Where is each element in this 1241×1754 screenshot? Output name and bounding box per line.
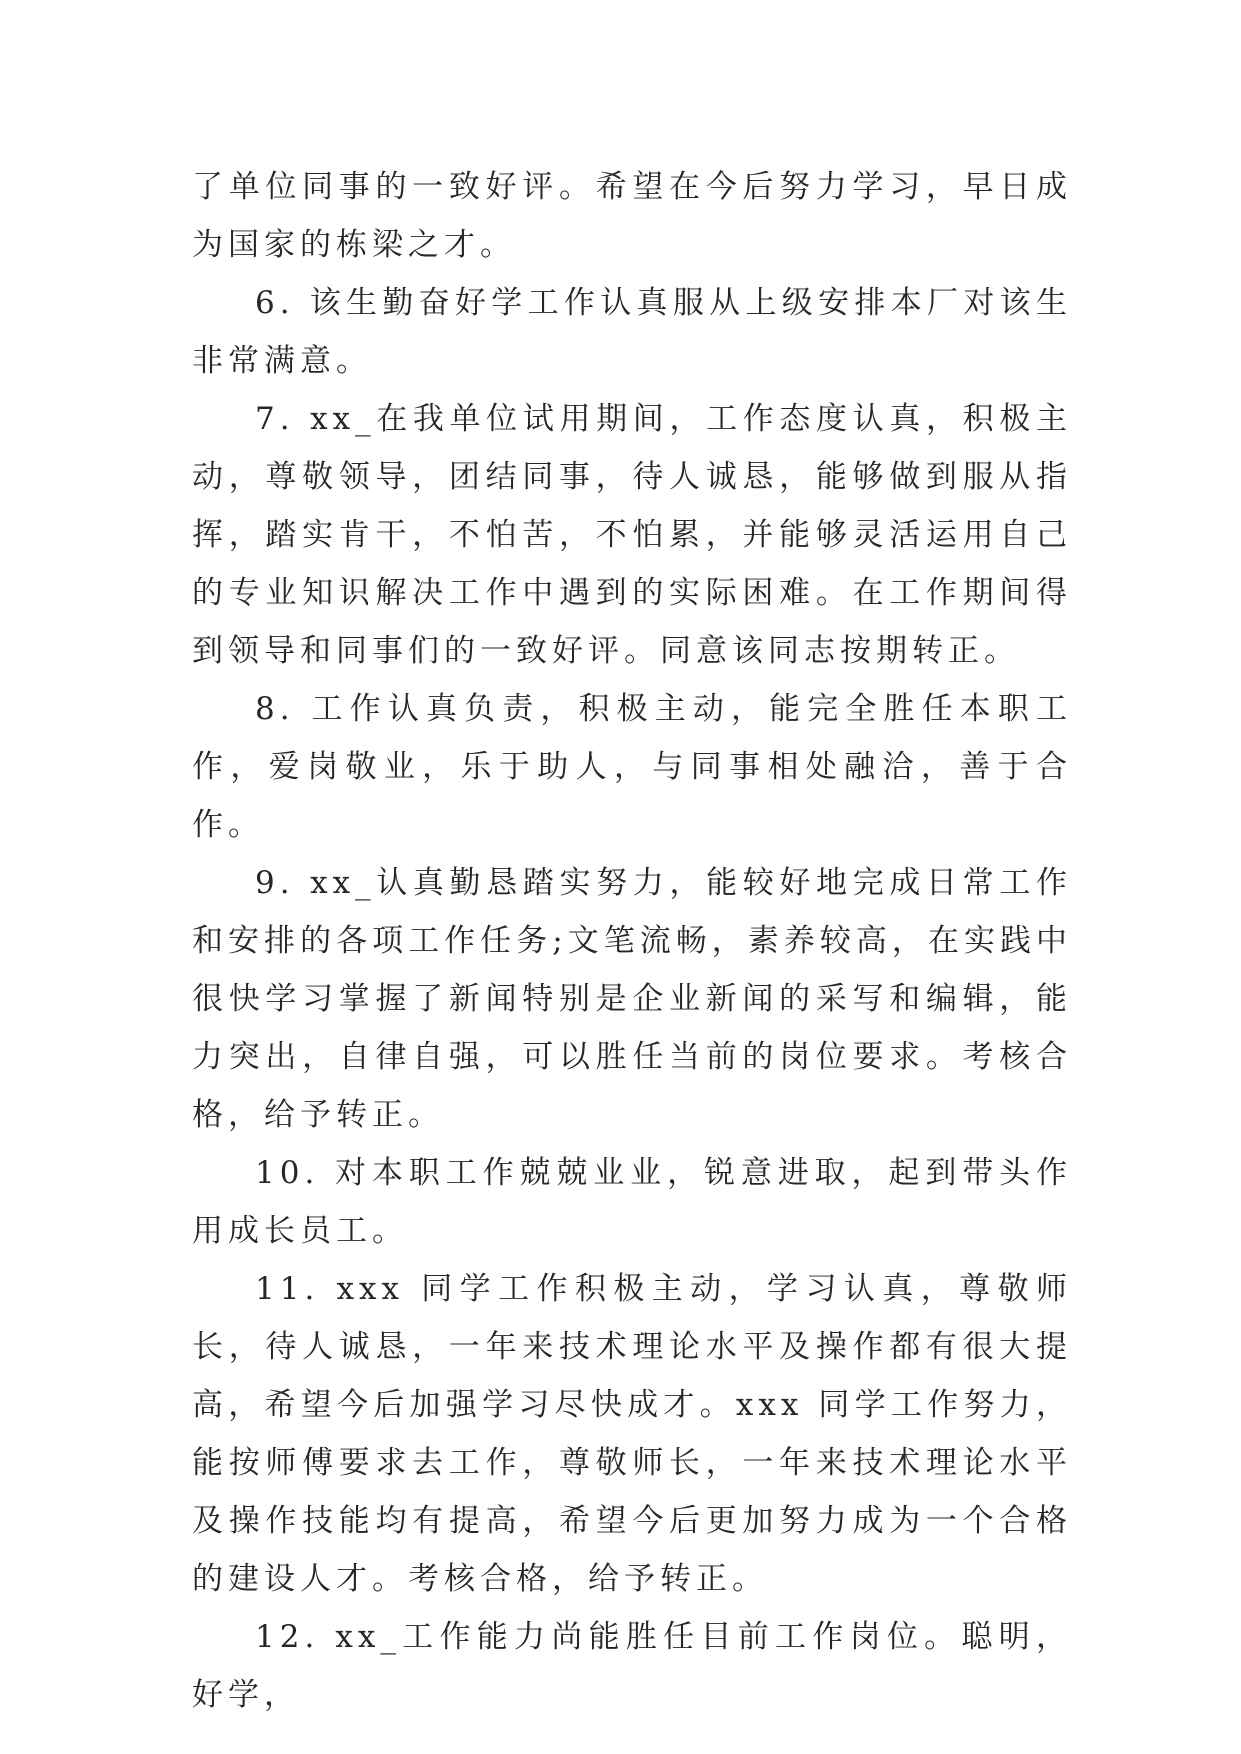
paragraph-item-6: 6. 该生勤奋好学工作认真服从上级安排本厂对该生非常满意。 <box>192 285 1072 379</box>
paragraph-item-12: 12. xx_工作能力尚能胜任目前工作岗位。聪明，好学， <box>192 1619 1072 1713</box>
paragraph-item-7: 7. xx_在我单位试用期间，工作态度认真，积极主动，尊敬领导，团结同事，待人诚恳，能够做到服从指挥，踏实肯干，不怕苦，不怕累，并能够灵活运用自己的专业知识解决工作中遇到的实际困难。在工作期间得到领导和同事们的一致好评。同意该同志按期转正。 <box>192 401 1072 669</box>
paragraph-item-11: 11. xxx 同学工作积极主动，学习认真，尊敬师长，待人诚恳，一年来技术理论水平及操作都有很大提高，希望今后加强学习尽快成才。xxx 同学工作努力，能按师傅要求去工作，尊敬师长，一年来技术理论水平及操作技能均有提高，希望今后更加努力成为一个合格的建设人才。考核合格，给予转正。 <box>192 1271 1072 1597</box>
paragraph-item-8: 8. 工作认真负责，积极主动，能完全胜任本职工作，爱岗敬业，乐于助人，与同事相处融洽，善于合作。 <box>192 691 1072 843</box>
paragraph-item-10: 10. 对本职工作兢兢业业，锐意进取，起到带头作用成长员工。 <box>192 1155 1072 1249</box>
document-body <box>192 158 1072 1724</box>
paragraph-continuation: 了单位同事的一致好评。希望在今后努力学习，早日成为国家的栋梁之才。 <box>192 169 1072 263</box>
paragraph-item-9: 9. xx_认真勤恳踏实努力，能较好地完成日常工作和安排的各项工作任务;文笔流畅，素养较高，在实践中很快学习掌握了新闻特别是企业新闻的采写和编辑，能力突出，自律自强，可以胜任当前的岗位要求。考核合格，给予转正。 <box>192 865 1072 1133</box>
